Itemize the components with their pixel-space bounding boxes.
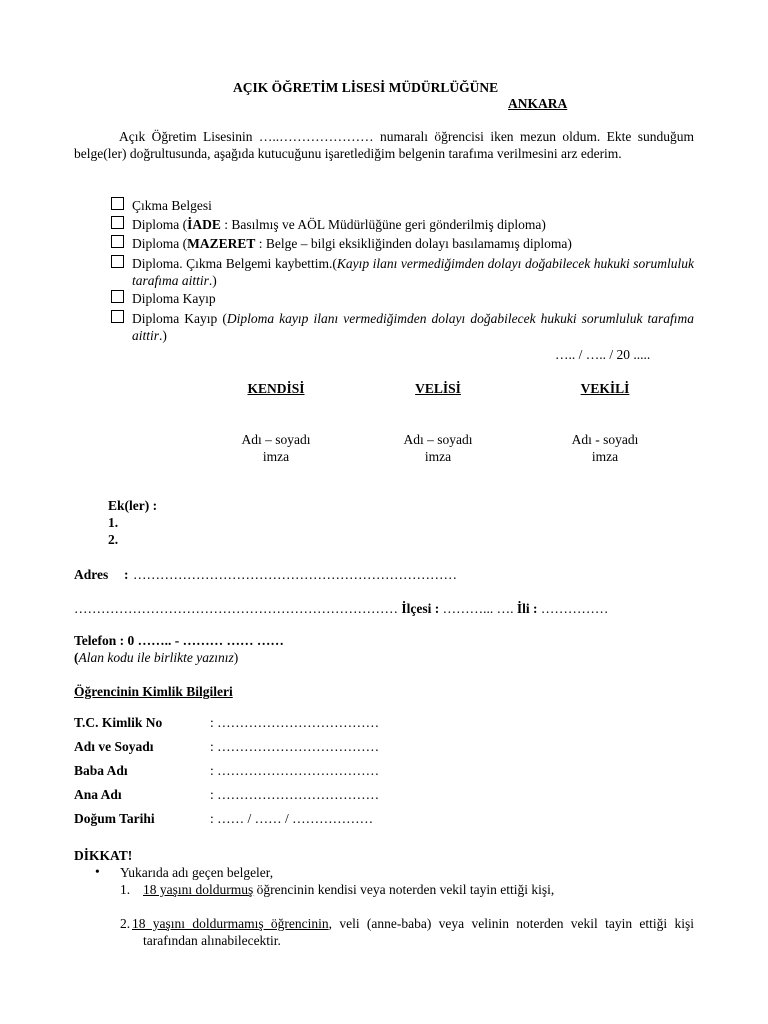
district-label: İlçesi : [401,601,440,616]
mother-name-label: Ana Adı [74,787,122,802]
signature-velisi-sign: imza [424,449,452,464]
warning-item-2: 18 yaşını doldurmamış öğrencinin, veli (anne-baba) veya velinin noterden vekil tayin ettiği kişi tarafından alınabilecektir. [132,916,694,948]
signature-velisi-title: VELİSİ [415,381,461,396]
tc-field[interactable]: : ……………………………… [210,715,380,730]
option-diploma-iade: Diploma (İADE : Basılmış ve AÖL Müdürlüğüne geri gönderilmiş diploma) [132,217,546,232]
signature-kendisi [206,380,346,465]
address-field-line-1[interactable]: ……………………………………………………………… [133,567,457,582]
option-diploma-kayip: Diploma Kayıp [132,291,216,306]
document-title: AÇIK ÖĞRETİM LİSESİ MÜDÜRLÜĞÜNE [233,80,499,95]
signature-kendisi-title: KENDİSİ [247,381,305,396]
warning-item-2-number: 2. [120,916,131,931]
checkbox-diploma-kayip-ilan[interactable] [111,310,124,323]
checkbox-diploma-kayip[interactable] [111,290,124,303]
warning-bullet-text: Yukarıda adı geçen belgeler, [120,865,274,880]
tc-label: T.C. Kimlik No [74,715,163,730]
name-field[interactable]: : ……………………………… [210,739,380,754]
province-label: İli : [516,601,538,616]
attachment-item-1: 1. [108,515,119,530]
attachments-label: Ek(ler) : [108,498,158,513]
phone-field[interactable]: : 0 …….. - ……… …… …… [119,633,284,648]
signature-velisi-name: Adı – soyadı [403,432,473,447]
signature-vekili-sign: imza [591,449,619,464]
district-field[interactable]: ………... …. [442,601,514,616]
signature-vekili-title: VEKİLİ [580,381,630,396]
signature-kendisi-sign: imza [262,449,290,464]
attachment-item-2: 2. [108,532,119,547]
option-cikma-belgesi-kayip: Diploma. Çıkma Belgemi kaybettim.(Kayıp ilanı vermediğimden dolayı doğabilecek hukuki sorumluluk tarafıma aittir.) [132,256,695,288]
mother-name-field[interactable]: : ……………………………… [210,787,380,802]
warning-item-1: 18 yaşını doldurmuş öğrencinin kendisi veya noterden vekil tayin ettiği kişi, [143,882,555,897]
address-label: Adres [74,567,109,582]
address-line-2 [74,600,608,617]
phone-label: Telefon [74,633,117,648]
warning-title: DİKKAT! [74,848,133,863]
option-diploma-kayip-ilan: Diploma Kayıp (Diploma kayıp ilanı vermediğimden dolayı doğabilecek hukuki sorumluluk tarafıma aittir.) [132,311,694,343]
phone-line [74,632,284,649]
checkbox-diploma-mazeret[interactable] [111,235,124,248]
birth-date-label: Doğum Tarihi [74,811,155,826]
identity-section-title: Öğrencinin Kimlik Bilgileri [74,684,233,699]
birth-date-field[interactable]: : …… / …… / ……………… [210,811,374,826]
father-name-label: Baba Adı [74,763,128,778]
province-field[interactable]: …………… [540,601,609,616]
document-city: ANKARA [508,96,568,111]
checkbox-diploma-iade[interactable] [111,216,124,229]
checkbox-cikma-belgesi-kayip[interactable] [111,255,124,268]
bullet-icon: • [95,864,100,879]
option-diploma-mazeret: Diploma (MAZERET : Belge – bilgi eksikliğinden dolayı basılamamış diploma) [132,236,572,251]
date-line: ….. / ….. / 20 ..... [555,347,651,362]
warning-item-1-number: 1. [120,882,131,897]
father-name-field[interactable]: : ……………………………… [210,763,380,778]
option-cikma-belgesi: Çıkma Belgesi [132,198,212,213]
signature-vekili [535,380,675,465]
phone-note: (Alan kodu ile birlikte yazınız) [74,650,239,665]
address-separator: : [124,567,129,582]
signature-kendisi-name: Adı – soyadı [241,432,311,447]
intro-paragraph: Açık Öğretim Lisesinin …..………………… numaralı öğrencisi iken mezun oldum. Ekte sunduğum belge(ler) doğrultusunda, aşağıda kutucuğunu işaretlediğim belgenin tarafıma verilmesini arz ederim. [74,129,694,161]
address-field-line-2[interactable]: ……………………………………………………………… [74,601,398,616]
signature-velisi [368,380,508,465]
checkbox-cikma-belgesi[interactable] [111,197,124,210]
name-label: Adı ve Soyadı [74,739,154,754]
signature-vekili-name: Adı - soyadı [571,432,639,447]
